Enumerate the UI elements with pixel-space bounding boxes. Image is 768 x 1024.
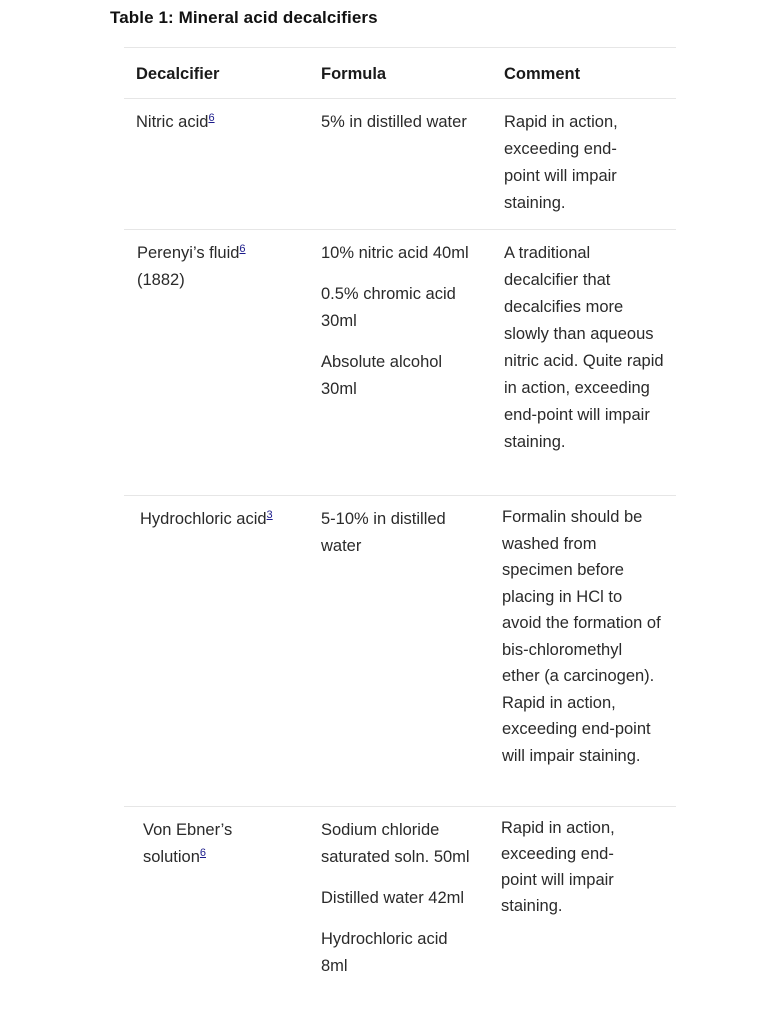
reference-link[interactable]: 3 bbox=[266, 509, 273, 521]
comment-cell: A traditional decalcifier that decalcifies more slowly than aqueous nitric acid. Quite rapid in action, exceeding end-point will impair staining. bbox=[504, 244, 664, 451]
formula-line: 10% nitric acid 40ml bbox=[321, 244, 469, 262]
comment-cell: Formalin should be washed from specimen before placing in HCl to avoid the formation of bis-chloromethyl ether (a carcinogen). Rapid in action, exceeding end-point will impair staining. bbox=[502, 508, 661, 765]
formula-cell bbox=[321, 240, 481, 403]
decalcifier-name-text: Hydrochloric acid bbox=[140, 510, 267, 528]
decalcifier-name-text: Von Ebner’s solution bbox=[143, 821, 233, 866]
reference-link[interactable]: 6 bbox=[199, 847, 206, 859]
formula-cell bbox=[321, 817, 471, 980]
formula-line: 0.5% chromic acid 30ml bbox=[321, 285, 456, 330]
decalcifier-name-text: Perenyi’s fluid bbox=[137, 244, 240, 262]
reference-link[interactable]: 6 bbox=[208, 112, 215, 124]
header-formula: Formula bbox=[321, 65, 387, 83]
table-row bbox=[124, 495, 676, 806]
decalcifier-table bbox=[124, 47, 676, 1022]
formula-line: 5% in distilled water bbox=[321, 113, 467, 131]
formula-cell bbox=[321, 506, 471, 560]
table-row bbox=[124, 229, 676, 495]
formula-line: Absolute alcohol 30ml bbox=[321, 353, 443, 398]
decalcifier-name bbox=[136, 109, 306, 136]
header-decalcifier: Decalcifier bbox=[136, 65, 220, 83]
table-caption: Table 1: Mineral acid decalcifiers bbox=[110, 8, 378, 27]
formula-cell bbox=[321, 109, 501, 136]
comment-cell: Rapid in action, exceeding end-point will impair staining. bbox=[504, 113, 618, 212]
reference-link[interactable]: 6 bbox=[239, 243, 246, 255]
decalcifier-name-suffix: (1882) bbox=[137, 271, 185, 289]
decalcifier-name bbox=[140, 506, 315, 533]
formula-line: 5-10% in distilled water bbox=[321, 510, 446, 555]
decalcifier-name bbox=[143, 817, 253, 871]
formula-line: Sodium chloride saturated soln. 50ml bbox=[321, 821, 470, 866]
decalcifier-name-text: Nitric acid bbox=[136, 113, 209, 131]
formula-line: Hydrochloric acid 8ml bbox=[321, 930, 448, 975]
header-comment: Comment bbox=[504, 65, 581, 83]
formula-line: Distilled water 42ml bbox=[321, 889, 465, 907]
decalcifier-name bbox=[137, 240, 247, 294]
table-row bbox=[124, 98, 676, 229]
table-row bbox=[124, 806, 676, 1022]
comment-cell: Rapid in action, exceeding end-point will impair staining. bbox=[501, 819, 615, 915]
table-header-row bbox=[124, 47, 676, 98]
